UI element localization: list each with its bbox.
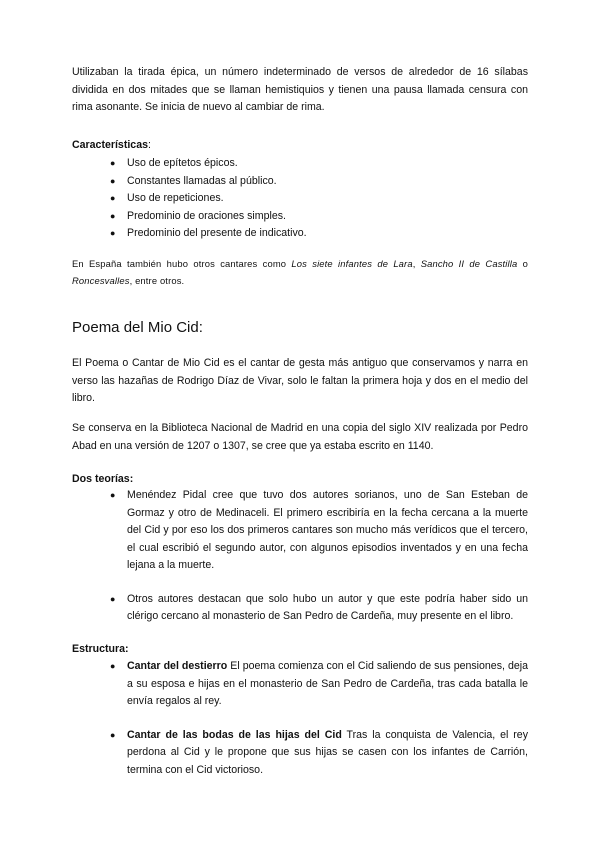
- list-item-text: Predominio del presente de indicativo.: [127, 227, 307, 239]
- otros-cantares-prefix: En España también hubo otros cantares como: [72, 258, 292, 269]
- caracteristicas-heading: [72, 137, 528, 155]
- list-item-text: El poema comienza con el Cid saliendo de sus pensiones, deja a su esposa e hijas en el monasterio de San Pedro de Cardeña, tras cada batalla le envía regalos al rey.: [127, 660, 528, 707]
- otros-cantares-title-1: Los siete infantes de Lara: [291, 258, 413, 269]
- list-item-text: Tras la conquista de Valencia, el rey perdona al Cid y le propone que sus hijas se casen con los infantes de Carrión, termina con el Cid victorioso.: [127, 728, 528, 776]
- estructura-list: [110, 658, 528, 779]
- poema-paragraph-1: El Poema o Cantar de Mio Cid es el cantar de gesta más antiguo que conservamos y narra en verso las hazañas de Rodrigo Díaz de Vivar, solo le faltan la primera hoja y dos en el medio del libro.: [72, 357, 528, 404]
- bullet-icon: ●: [110, 210, 116, 221]
- otros-cantares-sep-1: ,: [412, 258, 421, 269]
- bullet-icon: ●: [110, 593, 116, 604]
- bullet-icon: ●: [110, 175, 116, 186]
- list-item: [110, 591, 528, 626]
- otros-cantares-suffix: , entre otros.: [129, 275, 185, 286]
- caracteristicas-heading-label: Características: [72, 139, 148, 151]
- list-item: [110, 155, 527, 173]
- list-item-text: Predominio de oraciones simples.: [127, 209, 286, 222]
- list-item-text: Uso de epítetos épicos.: [127, 157, 238, 169]
- intro-paragraph: Utilizaban la tirada épica, un número indeterminado de versos de alrededor de 16 sílabas dividida en dos mitades que se llaman hemistiquios y tienen una pausa llamada censura con rima asonante. Se inicia de nuevo al cambiar de rima.: [72, 66, 528, 113]
- otros-cantares-title-3: Roncesvalles: [72, 275, 130, 286]
- teorias-heading: Dos teorías:: [72, 473, 134, 485]
- list-item-text: Otros autores destacan que solo hubo un autor y que este podría haber sido un clérigo cercano al monasterio de San Pedro de Cardeña, muy presente en el libro.: [127, 592, 528, 622]
- bullet-icon: ●: [110, 228, 116, 238]
- bullet-icon: ●: [110, 193, 116, 203]
- caracteristicas-list: [110, 155, 527, 243]
- otros-cantares-paragraph: [72, 255, 528, 289]
- poema-title: Poema del Mio Cid:: [72, 319, 203, 336]
- list-item: [110, 208, 527, 226]
- list-item: [110, 727, 528, 780]
- bullet-icon: ●: [110, 158, 116, 168]
- list-item: [110, 190, 527, 208]
- otros-cantares-title-2: Sancho II de Castilla: [420, 258, 518, 269]
- list-item: [110, 658, 528, 711]
- bullet-icon: ●: [110, 661, 116, 671]
- list-item: [110, 173, 527, 191]
- list-item-text: Constantes llamadas al público.: [127, 174, 277, 187]
- teorias-list: [110, 487, 528, 626]
- list-item-text: Uso de repeticiones.: [127, 192, 224, 204]
- list-item: [110, 225, 527, 243]
- poema-paragraph-2: Se conserva en la Biblioteca Nacional de Madrid en una copia del siglo XIV realizada por Pedro Abad en una versión de 1207 o 1307, se cree que ya estaba escrito en 1140.: [72, 422, 528, 452]
- estructura-heading: Estructura:: [72, 643, 129, 655]
- list-item-title: Cantar del destierro: [127, 660, 228, 672]
- bullet-icon: ●: [110, 729, 116, 740]
- list-item-text: Menéndez Pidal cree que tuvo dos autores sorianos, uno de San Esteban de Gormaz y otro de Medinaceli. El primero escribiría en la fecha cercana a la muerte del Cid y por eso los dos primeros cantares son mucho más verídicos que el tercero, el cual escribió el segundo autor, con algunos episodios inventados y en una fecha lejana a la muerte.: [127, 489, 528, 571]
- list-item-title: Cantar de las bodas de las hijas del Cid: [127, 728, 342, 741]
- bullet-icon: ●: [110, 490, 116, 500]
- caracteristicas-heading-colon: :: [147, 139, 151, 151]
- list-item: [110, 487, 528, 575]
- otros-cantares-sep-2: o: [517, 258, 528, 269]
